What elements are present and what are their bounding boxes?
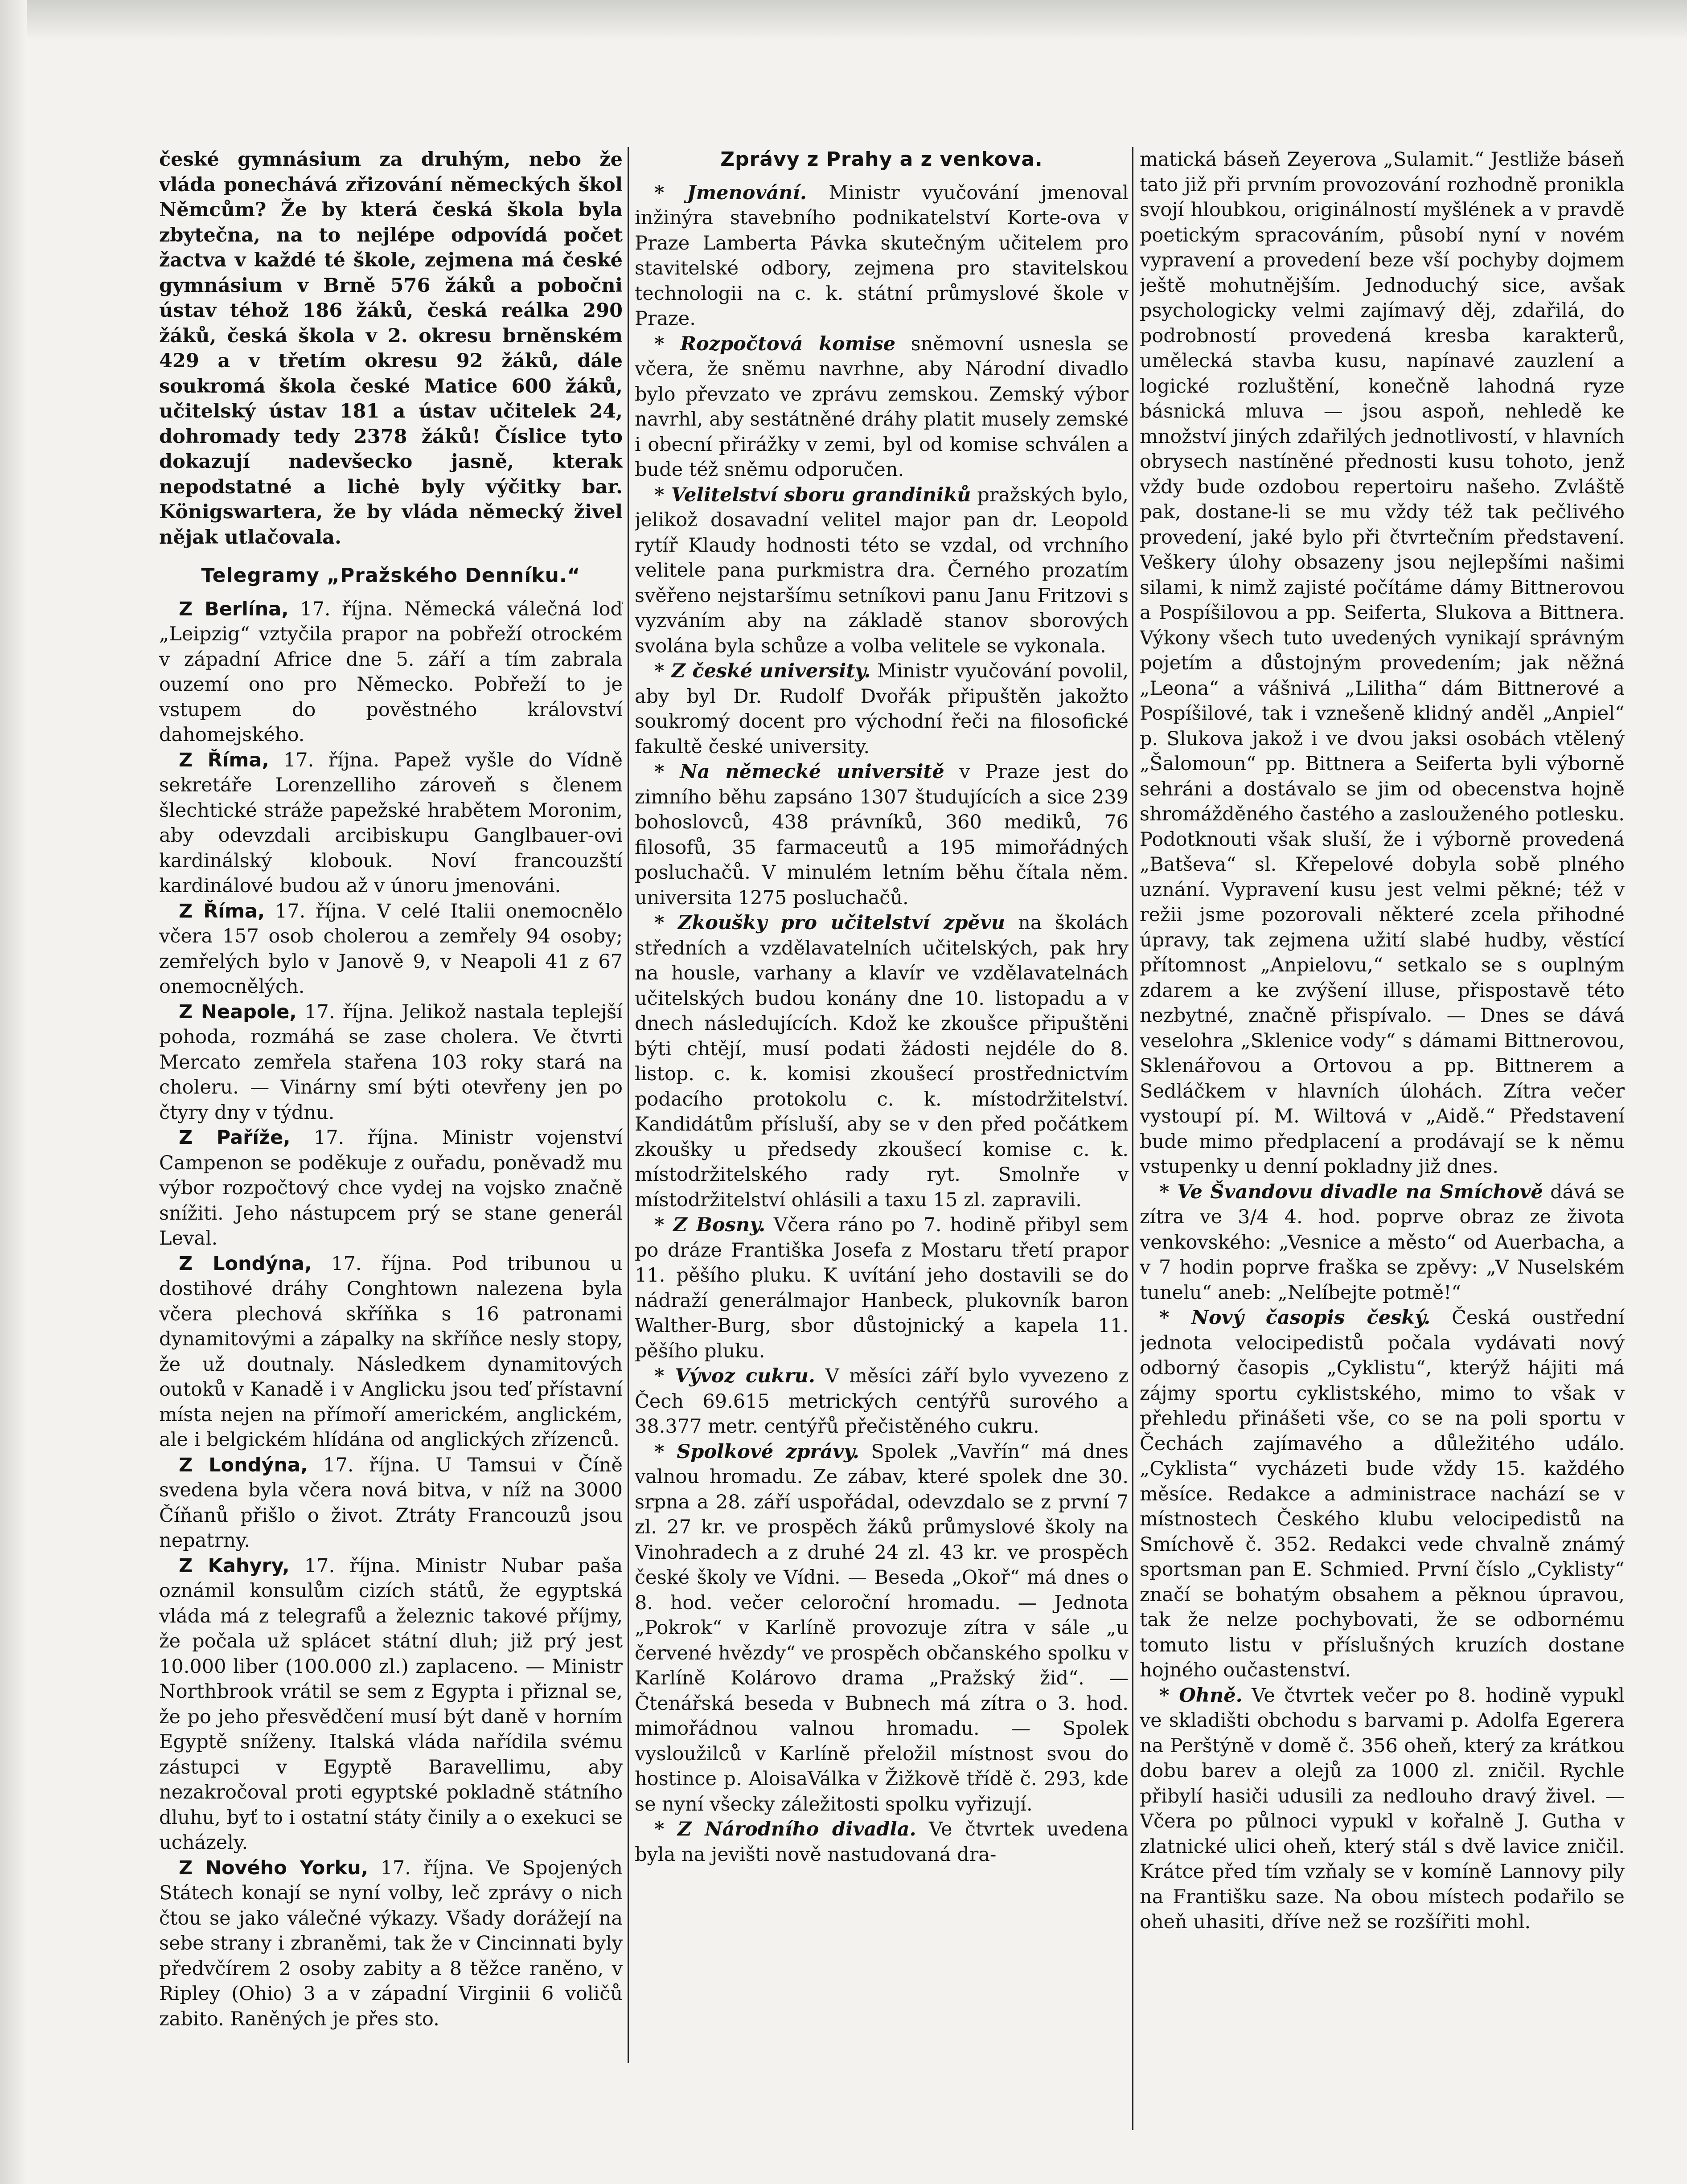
telegram-text: 17. října. V celé Italii onemocnělo včera 157 osob cholerou a zemřely 94 osoby; zemřelých bylo v Janově 9, v Neapoli 41 z 67 onemocnělých. [159, 900, 623, 998]
telegram-london-1 [159, 1251, 623, 1453]
news-title: * Z Bosny. [654, 1214, 766, 1236]
news-item [635, 759, 1129, 910]
telegram-berlin [159, 597, 623, 748]
news-text: Ve čtvrtek večer po 8. hodině vypukl ve skladišti obchodu s barvami p. Adolfa Egerera na Perštýně v domě č. 356 oheň, který za krátkou dobu barev a olejů za 1000 zl. zničil. Rychle přibylí hasiči udusili za nedlouho dravý živel. — Včera po půlnoci vypukl v kořalně J. Gutha v zlatnické ulici oheň, který stál s dvě lavice zničil. Krátce před tím vzňaly se v komíně Lannovy pily na Františku saze. Na obou místech podařilo se oheň uhasiti, dříve než se rozšířiti mohl. [1140, 1684, 1625, 1933]
news-text: v Praze jest do zimního běhu zapsáno 1307 študujících a sice 239 bohoslovců, 438 právníků, 360 mediků, 76 filosofů, 35 farmaceutů a 195 mimořádných posluchačů. V minulém letním běhu čítala něm. universita 1275 posluchačů. [635, 761, 1129, 909]
telegram-text: 17. října. Pod tribunou u dostihové dráhy Conghtown nalezena byla včera plechová skříňka s 16 patronami dynamitovými a zápalky na skříňce nesly stopy, že už doutnaly. Následkem dynamitových outoků v Kanadě i v Anglicku jsou teď přístavní místa nejen na přímoří americkém, anglickém, ale i belgickém hlídána od anglických zřízenců. [159, 1252, 623, 1451]
news-text: V měsíci září bylo vyvezeno z Čech 69.615 metrických centýřů surového a 38.377 metr. centýřů přečistěného cukru. [635, 1365, 1129, 1438]
news-title: * Nový časopis český. [1159, 1307, 1431, 1329]
section-heading-telegrams: Telegramy „Pražského Denníku.“ [201, 564, 581, 587]
news-item [635, 1439, 1129, 1817]
news-text: dává se zítra ve 3/4 4. hod. poprve obraz ze života venkovského: „Vesnice a město“ od Auerbacha, a v 7 hodin poprve fraška se zpěvy: „V Nuselském tunelu“ aneb: „Nelíbejte potmě!“ [1140, 1180, 1625, 1304]
news-title: * Zkoušky pro učitelství zpěvu [654, 912, 1005, 934]
column-1 [159, 147, 623, 2117]
telegram-text: 17. října. Ministr Nubar paša oznámil konsulům cizích států, že egyptská vláda má z telegrafů a železnic takové příjmy, že počala už splácet státní dluh; již prý jest 10.000 liber (100.000 zl.) zaplaceno. — Ministr Northbrook vrátil se sem z Egypta i přiznal se, že po jeho přesvědčení musí být daně v horním Egyptě sníženy. Italská vláda nařídila svému zástupci v Egyptě Baravellimu, aby nezakročoval proti egyptské pokladně státního dluhu, byť to i ostatní státy činily a o exekuci se ucházely. [159, 1554, 623, 1854]
telegram-text: 17. října. Ministr vojenství Campenon se poděkuje z ouřadu, poněvadž mu výbor rozpočtový chce vydej na vojsko značně snížiti. Jeho nástupcem prý se stane generál Leval. [159, 1127, 623, 1250]
news-text: Česká oustřední jednota velocipedistů počala vydávati nový odborný časopis „Cyklistu“, kterýž hájiti má zájmy sportu cyklistského, mimo to však v přehledu přinášeti vše, co se na poli sportu v Čechách zajímavého a důležitého událo. „Cyklista“ vycházeti bude vždy 15. každého měsíce. Redakce a administrace nachází se v místnostech Českého klubu velocipedistů na Smíchově č. 352. Redakci vede chvalně známý sportsman pan E. Schmied. První číslo „Cyklisty“ značí se bohatým obsahem a pěknou úpravou, tak že nelze pochybovati, že se odbornému tomuto listu v příslušných kruzích dostane hojného oučastenství. [1140, 1307, 1625, 1681]
telegram-rome-2 [159, 899, 623, 1000]
news-title: * Velitelství sboru grandiniků [654, 484, 971, 506]
telegram-text: 17. října. Jelikož nastala teplejší pohoda, rozmáhá se zase cholera. Ve čtvrti Mercato zemřela stařena 103 roky stará na choleru. — Vinárny smí býti otevřeny jen po čtyry dny v týdnu. [159, 1000, 623, 1124]
news-item [635, 1364, 1129, 1439]
news-text: Ve čtvrtek uvedena byla na jevišti nově nastudovaná dra- [635, 1818, 1129, 1866]
paragraph-schools: české gymnásium za druhým, nebo že vláda ponechává zřizování německých škol Němcům? Že by která česká škola byla zbytečna, na to nejlépe odpovídá počet žactva v každé té škole, zejmena má české gymnásium v Brně 576 žáků a pobočni ústav téhož 186 žáků, česká reálka 290 žáků, česká škola v 2. okresu brněnském 429 a v třetím okresu 92 žáků, dále soukromá škola české Matice 600 žáků, učitelský ústav 181 a ústav učitelek 24, dohromady tedy 2378 žáků! Číslice tyto dokazují nadevšecko jasně, kterak nepodstatné a lichė byly výčitky bar. Königswartera, že by vláda německý živel nějak utlačovala. [159, 148, 623, 549]
telegram-paris [159, 1125, 623, 1251]
news-title: * Spolkové zprávy. [654, 1440, 859, 1463]
section-heading-local-news: Zprávy z Prahy a z venkova. [720, 148, 1043, 171]
dateline: Z Londýna, [179, 1454, 308, 1476]
news-item [635, 483, 1129, 659]
news-item [635, 910, 1129, 1213]
news-text: Včera ráno po 7. hodině přibyl sem po dráze Františka Josefa z Mostaru třetí prapor 11. pěšího pluku. K uvítání jeho dostavili se do nádraží generálmajor Hanbeck, plukovník baron Walther-Burg, sbor důstojnický a kapela 11. pěšího pluku. [635, 1214, 1129, 1362]
telegram-text: 17. října. Německá válečná loď „Leipzig“ vztyčila prapor na pobřeží otrockém v západní Africe dne 5. září a tím zabrala ouzemí ono pro Německo. Pobřeží to je vstupem do pověstného království dahomejského. [159, 598, 623, 746]
telegram-text: 17. října. U Tamsui v Číně svedena byla včera nová bitva, v níž na 3000 Číňanů přišlo o život. Ztráty Francouzů jsou nepatrny. [159, 1454, 623, 1552]
news-title: * Z Národního divadla. [654, 1818, 916, 1840]
dateline: Z Londýna, [179, 1252, 312, 1275]
column-divider-2 [1132, 147, 1133, 2130]
news-item [1140, 1305, 1625, 1683]
telegram-new-york [159, 1856, 623, 2032]
telegram-text: 17. října. Papež vyšle do Vídně sekretáře Lorenzelliho zároveň s členem šlechtické stráže papežské hrabětem Moronim, aby odevzdali arcibiskupu Ganglbauer-ovi kardinálský klobouk. Noví francouzští kardinálové budou až v únoru jmenováni. [159, 749, 623, 897]
column-divider-1 [628, 147, 629, 2063]
dateline: Z Neapole, [179, 1000, 297, 1023]
news-item [635, 332, 1129, 483]
dateline: Z Říma, [179, 749, 269, 771]
page-shadow-left [0, 0, 27, 2184]
news-title: * Na německé universitě [654, 761, 944, 783]
news-title: * Jmenování. [654, 181, 807, 204]
news-title: * Ohně. [1159, 1684, 1243, 1707]
news-title: * Ve Švandovu divadle na Smíchově [1159, 1180, 1543, 1203]
telegram-naples [159, 1000, 623, 1126]
dateline: Z Nového Yorku, [179, 1856, 369, 1879]
theatre-review: matická báseň Zeyerova „Sulamit.“ Jestliže báseň tato již při prvním provozování rozhodně pronikla svojí hloubkou, originálností myšlének a v pravdě poetickým spracováním, působí nyní v novém vypravení a provedení beze vší pochyby dojmem ještě mohutnějším. Jednoduchý sice, avšak psychologicky velmi zajímavý děj, zdařilá, do podrobností provedená kresba karakterů, umělecká stavba kusu, napínavé zauzlení a logické rozluštění, konečně lahodná ryze básnická mluva — jsou aspoň, nehledě ke množství jiných zdařilých jednotlivostí, v hlavních obrysech nastíněné přednosti kusu tohoto, jenž vždy bude ozdobou repertoiru našeho. Zvláště pak, dostane-li se mu vždy též tak pečlivého provedení, jaké bylo při čtvrtečním představení. Veškery úlohy obsazeny jsou nejlepšími našimi silami, k nimž zajisté počítáme dámy Bittnerovou a Pospíšilovou a pp. Seiferta, Slukova a Bittnera. Výkony všech tuto uvedených vynikají správným pojetím a důstojným provedením; jak něžná „Leona“ a vášnivá „Lilitha“ dám Bittnerové a Pospíšilové, tak i vznešeně klidný anděl „Anpiel“ p. Slukova jakož i ve dvou jaksi osobách vtělený „Šalomoun“ pp. Bittnera a Seiferta byli výborně sehráni a dostávalo se jim od obecenstva hojně shromážděného častého a zaslouženého potlesku. Podotknouti však sluší, že i výborně provedená „Batševa“ sl. Křepelové dobyla sobě plného uznání. Vypravení kusu jest velmi pěkné; též v režii jsme pozorovali některé zcela přihodné úpravy, tak zejmena užití slabé hudby, věstící přítomnost „Anpielovu,“ setkalo se s ouplným zdarem a ke zvýšení illuse, přispostavě této nezbytné, značně přispívalo. — Dnes se dává veselohra „Sklenice vody“ s dámami Bittnerovou, Sklenářovou a Ortovou a pp. Bittnerem a Sedláčkem v hlavních úlohách. Zítra večer vystoupí pí. M. Wiltová v „Aidě.“ Představení bude mimo předplacení a prodávají se k němu vstupenky u denní pokladny již dnes. [1140, 148, 1625, 1178]
column-3 [1140, 147, 1625, 2086]
news-item [1140, 1683, 1625, 1935]
news-item [635, 1817, 1129, 1867]
news-text: sněmovní usnesla se včera, že sněmu navrhne, aby Národní divadlo bylo převzato ve zprávu zemskou. Zemský výbor navrhl, aby sestátněné dráhy platit musely zemské i obecní přirážky v zemi, byl od komise schválen a bude též sněmu odporučen. [635, 332, 1129, 481]
news-text: Ministr vyučování jmenoval inžinýra stavebního podnikatelství Korte-ova v Praze Lamberta Pávka skutečným učitelem pro stavitelské odbory, zejmena pro stavitelskou technologii na c. k. státní průmyslové škole v Praze. [635, 181, 1129, 330]
news-title: * Z české university. [654, 660, 871, 682]
telegram-london-2 [159, 1453, 623, 1553]
column-2 [635, 147, 1129, 2130]
dateline: Z Říma, [179, 900, 265, 922]
news-text: Ministr vyučování povolil, aby byl Dr. Rudolf Dvořák připuštěn jakožto soukromý docent pro východní řeči na filosofické fakultě české university. [635, 660, 1129, 758]
dateline: Z Kahyry, [179, 1554, 290, 1577]
news-item [1140, 1180, 1625, 1306]
news-item [635, 1213, 1129, 1364]
news-title: * Rozpočtová komise [654, 332, 896, 355]
news-text: pražských bylo, jelikož dosavadní velitel major pan dr. Leopold rytíř Klaudy hodnosti této se vzdal, od vrchního velitele pana purkmistra dra. Černého prozatím svěřeno nejstaršímu setníkovi panu Janu Fritzovi s vyzváním aby na základě stanov sborových svolána byla schůze a volba velitele se vykonala. [635, 484, 1129, 657]
news-item [635, 180, 1129, 332]
telegram-text: 17. října. Ve Spojených Státech konají se nyní volby, leč zprávy o nich čtou se jako válečné výkazy. Všady dorážejí na sebe strany i zbraněmi, tak že v Cincinnati byly předvčírem 2 osoby zabity a 8 těžce raněno, v Ripley (Ohio) 3 a v západní Virginii 6 voličů zabito. Raněných je přes sto. [159, 1856, 623, 2030]
page-shadow-top [0, 0, 1687, 40]
dateline: Z Paříže, [179, 1127, 291, 1149]
dateline: Z Berlína, [179, 598, 289, 620]
news-item [635, 659, 1129, 759]
telegram-cairo [159, 1553, 623, 1856]
telegram-rome-1 [159, 748, 623, 899]
news-text: na školách středních a vzdělavatelních učitelských, pak hry na housle, varhany a klavír ve vzdělavatelnách učitelských budou konány dne 10. listopadu a v dnech následujících. Kdož ke zkoušce připuštěni býti chtějí, musí podati žádosti nejdéle do 8. listop. c. k. komisi zkoušecí prostřednictvím podacího protokolu c. k. místodržitelství. Kandidátům přísluší, aby se v den před počátkem zkoušky u předsedy zkoušecí komise c. k. místodržitelského rady ryt. Smolnře v místodržitelství ohlásili a taxu 15 zl. zapravili. [635, 912, 1129, 1211]
news-text: Spolek „Vavřín“ má dnes valnou hromadu. Ze zábav, které spolek dne 30. srpna a 28. září uspořádal, odevzdalo se z první 7 zl. 27 kr. ve prospěch žáků průmyslové školy na Vinohradech a z druhé 24 zl. 43 kr. ve prospěch české školy ve Vídni. — Beseda „Okoř“ má dnes o 8. hod. večer celoroční hromadu. — Jednota „Pokrok“ v Karlíně provozuje zítra v sále „u červené hvězdy“ ve prospěch občanského spolku v Karlíně Kolárovo drama „Pražský žid“. — Čtenářská beseda v Bubnech má zítra o 3. hod. mimořádnou valnou hromadu. — Spolek vysloužilců v Karlíně přeložil místnost svou do hostince p. AloisaVálka v Žižkově třídě č. 293, kde se nyní všecky záležitosti spolku vyřizují. [635, 1440, 1129, 1815]
news-title: * Vývoz cukru. [654, 1365, 816, 1387]
